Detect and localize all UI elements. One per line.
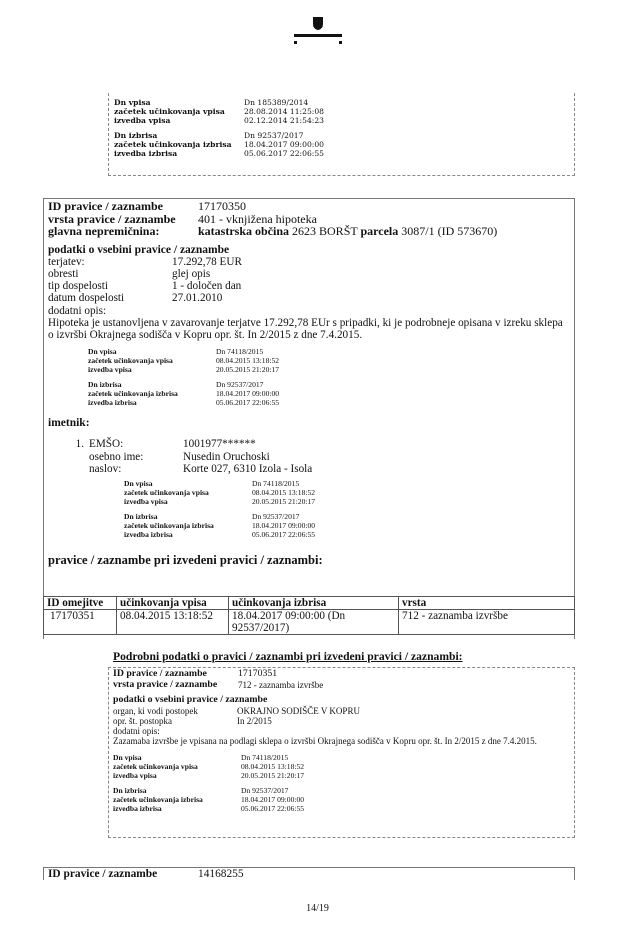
dn-vpisa-label: Dn vpisa [124, 478, 153, 488]
izbris-start-label: začetek učinkovanja izbrisa [114, 140, 232, 149]
detail-content-heading: podatki o vsebini pravice / zaznambe [113, 694, 268, 705]
maturity-type-value: 1 - določen dan [172, 280, 242, 293]
right-entry-box [43, 198, 575, 639]
izbris-exec-label: izvedba izbrisa [114, 149, 178, 158]
izbris-start-label: začetek učinkovanja izbrisa [124, 520, 214, 530]
right-type-label: vrsta pravice / zaznambe [48, 211, 176, 226]
izbris-start-value: 18.04.2017 09:00:00 [216, 389, 280, 399]
table-cell: 18.04.2017 09:00:00 (Dn 92537/2017) [229, 610, 399, 635]
dn-vpisa-value: Dn 74118/2015 [216, 347, 264, 357]
cadastral-value: 2623 BORŠT [292, 224, 358, 238]
emso-label: EMŠO: [89, 438, 124, 451]
vpis-exec-label: izvedba vpisa [114, 116, 171, 125]
court-value: OKRAJNO SODIŠČE V KOPRU [237, 705, 360, 716]
next-id-value: 14168255 [198, 868, 244, 880]
right-id-label: ID pravice / zaznambe [48, 199, 163, 213]
maturity-date-value: 27.01.2010 [172, 292, 223, 305]
dn-izbrisa-label: Dn izbrisa [124, 511, 158, 521]
claim-label: terjatev: [48, 255, 85, 268]
parcel-label: parcela [360, 224, 399, 238]
table-cell: 08.04.2015 13:18:52 [117, 610, 229, 635]
detail-extra-label: dodatni opis: [113, 725, 160, 736]
vpis-start-value: 08.04.2015 13:18:52 [241, 761, 305, 771]
cadastral-label: katastrska občina [198, 224, 290, 238]
dn-vpisa-label: Dn vpisa [113, 752, 142, 762]
dn-vpisa-label: Dn vpisa [88, 347, 117, 357]
maturity-type-label: tip dospelosti [48, 280, 108, 293]
interest-label: obresti [48, 267, 79, 280]
next-id-label: ID pravice / zaznambe [48, 868, 158, 880]
holder-heading: imetnik: [48, 417, 90, 430]
extra-description-label: dodatni opis: [48, 304, 107, 317]
izbris-exec-value: 05.06.2017 22:06:55 [216, 398, 280, 408]
vpis-exec-label: izvedba vpisa [124, 496, 168, 506]
dn-izbrisa-value: Dn 92537/2017 [216, 380, 264, 390]
izbris-exec-label: izvedba izbrisa [113, 803, 162, 813]
izbris-start-value: 18.04.2017 09:00:00 [252, 520, 316, 530]
vpis-start-value: 28.08.2014 11:25:08 [244, 107, 324, 116]
detail-id-label: ID pravice / zaznambe [113, 668, 207, 679]
table-header-row [44, 597, 575, 610]
case-number-value: In 2/2015 [237, 715, 272, 726]
vpis-start-value: 08.04.2015 13:18:52 [252, 487, 316, 497]
right-type-value: 401 - vknjižena hipoteka [198, 211, 317, 226]
address-value: Korte 027, 6310 Izola - Isola [183, 462, 313, 475]
dn-izbrisa-label: Dn izbrisa [114, 131, 158, 140]
main-property-value [198, 225, 497, 238]
column-header: učinkovanja vpisa [117, 597, 229, 610]
parcel-value: 3087/1 (ID 573670) [401, 224, 498, 238]
izbris-exec-label: izvedba izbrisa [88, 398, 137, 408]
izbris-exec-label: izvedba izbrisa [124, 529, 173, 539]
vpis-exec-value: 20.05.2015 21:20:17 [241, 770, 305, 780]
izbris-exec-value: 05.06.2017 22:06:55 [241, 803, 305, 813]
holder-item [48, 438, 574, 475]
detail-heading: Podrobni podatki o pravici / zaznambi pri izvedeni pravici / zaznambi: [113, 650, 463, 663]
table-row [44, 610, 575, 635]
dn-izbrisa-label: Dn izbrisa [113, 785, 147, 795]
detail-type-value: 712 - zaznamba izvršbe [238, 679, 324, 690]
table-cell: 17170351 [44, 610, 117, 635]
dn-vpisa-value: Dn 74118/2015 [252, 478, 300, 488]
court-register-emblem-icon [293, 13, 343, 47]
next-entry-box [43, 867, 575, 880]
case-number-label: opr. št. postopka [113, 715, 173, 726]
dn-izbrisa-value: Dn 92537/2017 [244, 131, 304, 140]
person-name-label: osebno ime: [89, 450, 144, 463]
page-number: 14/19 [306, 903, 329, 914]
izbris-exec-value: 05.06.2017 22:06:55 [252, 529, 316, 539]
dn-vpisa-value: Dn 185389/2014 [244, 98, 309, 107]
dn-vpisa-value: Dn 74118/2015 [241, 752, 289, 762]
izbris-exec-value: 05.06.2017 22:06:55 [244, 149, 324, 158]
vpis-start-label: začetek učinkovanja vpisa [124, 487, 209, 497]
previous-entry-box [108, 93, 575, 176]
column-header: učinkovanja izbrisa [229, 597, 399, 610]
claim-value: 17.292,78 EUR [172, 255, 242, 268]
emso-value: 1001977****** [183, 438, 256, 451]
dn-izbrisa-value: Dn 92537/2017 [252, 511, 300, 521]
maturity-date-label: datum dospelosti [48, 292, 125, 305]
interest-value: glej opis [172, 267, 211, 280]
vpis-exec-value: 20.05.2015 21:20:17 [216, 365, 280, 375]
column-header: ID omejitve [44, 597, 117, 610]
court-label: organ, ki vodi postopek [113, 705, 198, 716]
detail-id-value: 17170351 [238, 668, 278, 679]
content-heading: podatki o vsebini pravice / zaznambe [48, 243, 230, 256]
person-name-value: Nusedin Oruchoski [183, 450, 270, 463]
right-id-value: 17170350 [198, 199, 246, 213]
detail-box [108, 667, 575, 838]
derived-rights-table [43, 596, 575, 635]
vpis-start-label: začetek učinkovanja vpisa [113, 761, 198, 771]
table-cell: 712 - zaznamba izvršbe [399, 610, 575, 635]
izbris-start-value: 18.04.2017 09:00:00 [241, 794, 305, 804]
vpis-start-label: začetek učinkovanja vpisa [88, 356, 173, 366]
detail-type-label: vrsta pravice / zaznambe [113, 678, 218, 690]
column-header: vrsta [399, 597, 575, 610]
extra-description-text: Hipoteka je ustanovljena v zavarovanje terjatve 17.292,78 EUr s pripadki, ki je podrobneje opisana v izreku sklepa o izvršbi Okrajnega sodišča v Kopru opr. št. In 2/2015 z dne 7.4.2015. [48, 316, 563, 341]
izbris-start-label: začetek učinkovanja izbrisa [88, 389, 178, 399]
address-label: naslov: [89, 462, 122, 475]
vpis-exec-value: 02.12.2014 21:54:23 [244, 116, 324, 125]
dn-izbrisa-label: Dn izbrisa [88, 380, 122, 390]
vpis-exec-label: izvedba vpisa [113, 770, 157, 780]
vpis-exec-value: 20.05.2015 21:20:17 [252, 496, 316, 506]
main-property-label: glavna nepremičnina: [48, 224, 160, 238]
vpis-start-label: začetek učinkovanja vpisa [114, 107, 225, 116]
vpis-exec-label: izvedba vpisa [88, 365, 132, 375]
dn-izbrisa-value: Dn 92537/2017 [241, 785, 289, 795]
holder-number: 1. [75, 438, 84, 451]
dn-vpisa-label: Dn vpisa [114, 98, 151, 107]
izbris-start-label: začetek učinkovanja izbrisa [113, 794, 203, 804]
derived-heading: pravice / zaznambe pri izvedeni pravici / zaznambi: [48, 552, 323, 567]
detail-extra-text: Zazamaba izvršbe je vpisana na podlagi sklepa o izvršbi Okrajnega sodišča v Kopru opr. št. In 2/2015 z dne 7.4.2015. [113, 735, 537, 746]
izbris-start-value: 18.04.2017 09:00:00 [244, 140, 324, 149]
vpis-start-value: 08.04.2015 13:18:52 [216, 356, 280, 366]
